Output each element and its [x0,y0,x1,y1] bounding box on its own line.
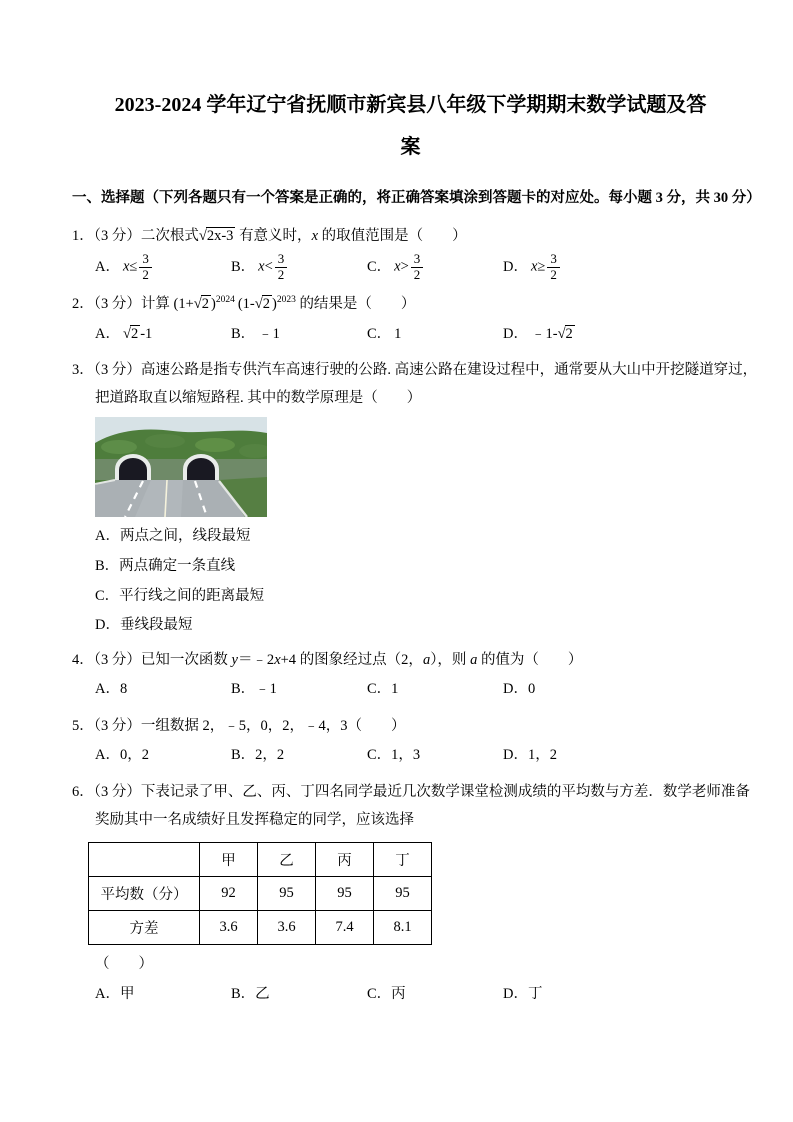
radical-sign: √ [198,227,206,244]
radicand: 2 [201,296,209,313]
fraction [547,252,560,282]
question-6-option-a: A．甲 [95,985,135,1002]
equation-mid: ＝﹣2 [237,651,275,668]
variable-a: a [422,651,431,668]
option-text: ﹣1- [530,325,558,342]
question-3 [72,357,758,640]
option-label: C． [367,325,392,342]
question-3-option-a: A．两点之间，线段最短 [95,528,251,545]
relation-symbol: ≤ [129,258,138,275]
table-cell: 95 [258,877,316,911]
fraction-numerator: 3 [139,252,152,268]
question-1-stem [72,223,749,251]
radicand: 2 [262,296,270,313]
section-header: 一、选择题（下列各题只有一个答案是正确的，将正确答案填涂到答题卡的对应处。每小题 3 分，共 30 分） [72,190,761,206]
relation-symbol: < [264,258,273,275]
question-5-option-b: B．2，2 [231,747,285,764]
title-line-1: 2023-2024 学年辽宁省抚顺市新宾县八年级下学期期末数学试题及答 [114,94,707,116]
table-cell-corner [89,843,200,877]
option-label: B． [231,258,256,275]
variable-x: x [530,258,538,275]
question-2-option-d [503,321,575,349]
question-4-options [95,676,749,704]
score-table-header-row [89,843,432,877]
table-header-bing: 丙 [316,843,374,877]
score-table-average-row [89,877,432,911]
radicand: 2 [565,325,573,342]
variable-y: y [231,651,238,668]
radical-sign: √ [193,296,201,313]
question-3-stem-line-2: 把道路取直以缩短路程. 其中的数学原理是（ ） [95,389,422,406]
paren-close: ) [271,296,277,313]
question-5-options [95,742,749,770]
question-2-text: 2．（3 分）计算 [72,296,174,313]
question-3-option-c: C．平行线之间的距离最短 [95,587,265,604]
question-4-option-a: A．8 [95,681,128,698]
question-6 [72,779,749,1008]
variable-a: a [470,651,478,668]
sqrt-expression [194,295,211,312]
question-5-option-c: C．1，3 [367,747,421,764]
question-4-text-mid-2: ），则 [430,651,471,668]
paren-open: (1- [237,296,255,313]
fraction-denominator: 2 [142,266,149,282]
table-cell: 8.1 [374,911,432,945]
question-4-option-b: B．﹣1 [231,681,277,698]
score-table-variance-row [89,911,432,945]
variable-x: x [258,258,265,275]
exponent: 2024 [215,295,235,306]
question-2 [72,291,749,348]
fraction [275,252,288,282]
option-text: 1 [394,325,402,342]
paren-close: ) [210,296,216,313]
option-label: C． [367,258,392,275]
question-2-text-suffix: 的结果是（ ） [295,296,416,313]
relation-symbol: ≥ [537,258,546,275]
option-label: D． [503,325,528,342]
question-1-options [95,252,749,282]
radical-sign: √ [122,325,130,342]
question-1-text-suffix: 的取值范围是（ ） [318,227,467,244]
equation-tail: +4 [280,651,300,668]
question-6-options [95,981,749,1009]
table-cell: 3.6 [258,911,316,945]
fraction-denominator: 2 [277,266,285,282]
sqrt-expression [199,227,236,244]
table-row-label: 平均数（分） [89,877,200,911]
table-header-yi: 乙 [258,843,316,877]
table-cell: 95 [316,877,374,911]
option-text: ﹣1 [258,325,280,342]
table-cell: 95 [374,877,432,911]
question-1 [72,223,749,283]
question-5 [72,713,749,770]
variable-x: x [394,258,401,275]
question-4-option-d: D．0 [503,681,536,698]
fraction-numerator: 3 [547,252,560,268]
radicand: 2x-3 [206,227,234,244]
variable-x: x [122,258,130,275]
table-cell: 7.4 [316,911,374,945]
question-1-option-c [367,252,503,282]
radical-sign: √ [557,325,565,342]
question-3-option-b: B．两点确定一条直线 [95,558,236,575]
question-5-stem: 5．（3 分）一组数据 2，﹣5，0，2，﹣4，3（ ） [72,717,406,734]
question-3-option-d: D．垂线段最短 [95,617,193,634]
question-4-text-suffix: 的值为（ ） [477,651,583,668]
question-1-option-b [231,252,367,282]
question-4-option-c: C．1 [367,681,399,698]
option-label: B． [231,325,256,342]
question-4 [72,647,749,704]
question-2-option-b [231,321,367,349]
question-1-option-a [95,252,231,282]
fraction-numerator: 3 [411,252,424,268]
question-2-options [95,321,749,349]
table-row-label: 方差 [89,911,200,945]
sqrt-expression [123,325,140,342]
question-2-option-c [367,321,503,349]
question-6-option-c: C．丙 [367,985,406,1002]
fraction-denominator: 2 [550,266,557,282]
fraction [139,252,152,282]
title-line-2: 案 [400,136,421,158]
option-label: A． [95,258,120,275]
table-header-ding: 丁 [374,843,432,877]
question-1-text-mid: 有意义时， [235,227,312,244]
question-5-option-d: D．1，2 [503,747,557,764]
variable-x: x [274,651,281,668]
option-label: D． [503,258,528,275]
question-6-answer-paren: （ ） [95,956,153,973]
highway-tunnel-photo [95,417,267,517]
radical-sign: √ [254,296,262,313]
question-6-option-d: D．丁 [503,985,543,1002]
exponent: 2023 [276,295,296,306]
question-1-option-d [503,252,560,282]
table-cell: 92 [200,877,258,911]
table-cell: 3.6 [200,911,258,945]
paren-open: (1+ [173,296,194,313]
question-2-stem [72,291,749,319]
variable-x: x [311,227,318,244]
radicand: 2 [130,325,139,342]
question-6-option-b: B．乙 [231,985,270,1002]
table-header-jia: 甲 [200,843,258,877]
question-6-stem-line-1: 6．（3 分）下表记录了甲、乙、丙、丁四名同学最近几次数学课堂检测成绩的平均数与方差．数学老师准备 [72,783,750,800]
question-4-stem [72,647,749,675]
question-4-text-mid: 的图象经过点（2， [299,651,423,668]
question-3-stem-line-1: 3．（3 分）高速公路是指专供汽车高速行驶的公路. 高速公路在建设过程中，通常要从大山中开挖隧道穿过， [72,362,758,379]
question-6-stem-line-2: 奖励其中一名成绩好且发挥稳定的同学，应该选择 [95,811,414,828]
fraction [411,252,424,282]
question-3-options [72,522,749,640]
score-table [88,842,432,945]
page-title [72,84,749,168]
question-5-option-a: A．0，2 [95,747,149,764]
question-4-text: 4．（3 分）已知一次函数 [72,651,232,668]
question-1-text: 1．（3 分）二次根式 [72,227,199,244]
sqrt-expression [255,295,272,312]
fraction-denominator: 2 [413,266,421,282]
option-label: A． [95,325,120,342]
option-text: -1 [140,325,153,342]
fraction-numerator: 3 [275,252,288,268]
question-2-option-a [95,321,231,349]
sqrt-expression [558,325,575,342]
relation-symbol: > [400,258,409,275]
